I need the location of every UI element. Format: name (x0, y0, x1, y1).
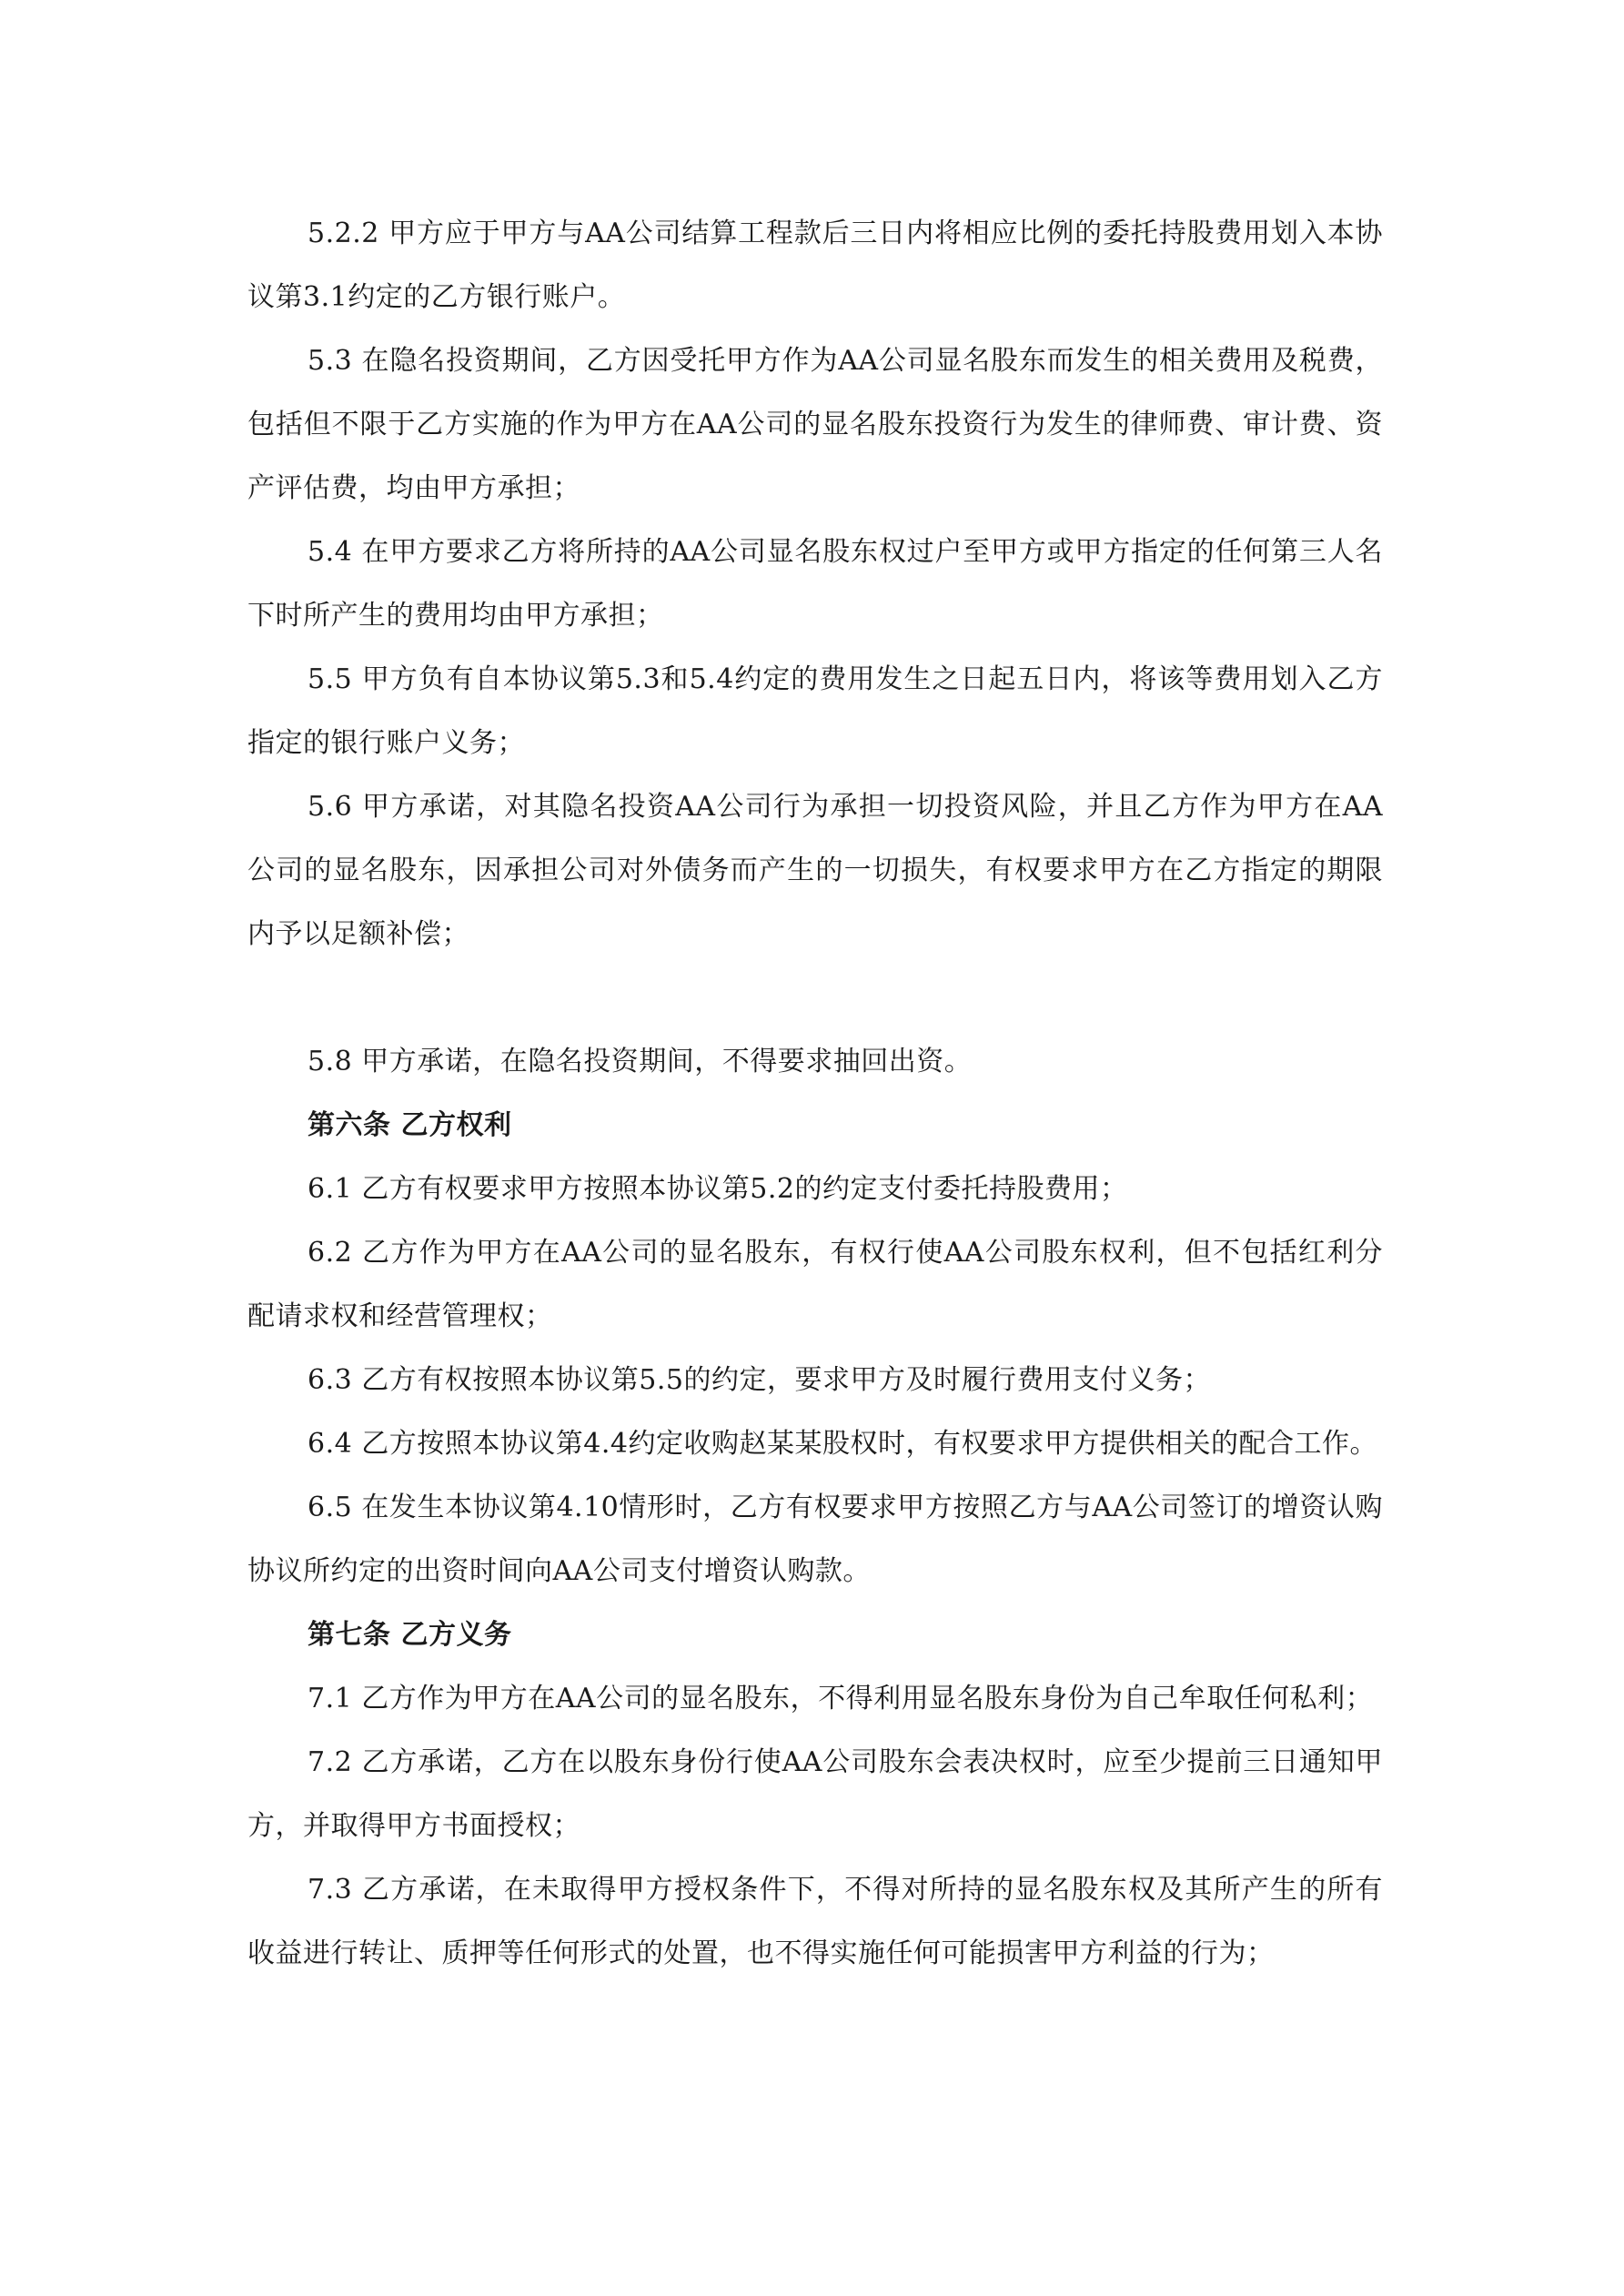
clause-7-3: 7.3 乙方承诺，在未取得甲方授权条件下，不得对所持的显名股东权及其所产生的所有收益进行转让、质押等任何形式的处置，也不得实施任何可能损害甲方利益的行为； (247, 1874, 1383, 1969)
article-6-heading: 第六条 乙方权利 (308, 1109, 512, 1141)
clause-6-1: 6.1 乙方有权要求甲方按照本协议第5.2的约定支付委托持股费用； (308, 1173, 1128, 1205)
document-body (247, 202, 1383, 1986)
clause-5-8: 5.8 甲方承诺，在隐名投资期间，不得要求抽回出资。 (308, 1046, 973, 1077)
article-7-heading: 第七条 乙方义务 (308, 1619, 512, 1651)
clause-6-4: 6.4 乙方按照本协议第4.4约定收购赵某某股权时，有权要求甲方提供相关的配合工作。 (308, 1428, 1377, 1460)
clause-6-3: 6.3 乙方有权按照本协议第5.5的约定，要求甲方及时履行费用支付义务； (308, 1364, 1211, 1396)
blank-gap (247, 966, 1383, 1030)
clause-7-2: 7.2 乙方承诺，乙方在以股东身份行使AA公司股东会表决权时，应至少提前三日通知甲方，并取得甲方书面授权； (247, 1746, 1383, 1842)
clause-5-3: 5.3 在隐名投资期间，乙方因受托甲方作为AA公司显名股东而发生的相关费用及税费，包括但不限于乙方实施的作为甲方在AA公司的显名股东投资行为发生的律师费、审计费、资产评估费，均由甲方承担； (247, 345, 1383, 504)
clause-7-1: 7.1 乙方作为甲方在AA公司的显名股东，不得利用显名股东身份为自己牟取任何私利； (308, 1683, 1374, 1714)
clause-6-5: 6.5 在发生本协议第4.10情形时，乙方有权要求甲方按照乙方与AA公司签订的增资认购协议所约定的出资时间向AA公司支付增资认购款。 (247, 1492, 1383, 1587)
clause-5-2-2: 5.2.2 甲方应于甲方与AA公司结算工程款后三日内将相应比例的委托持股费用划入本协议第3.1约定的乙方银行账户。 (247, 217, 1383, 313)
clause-5-5: 5.5 甲方负有自本协议第5.3和5.4约定的费用发生之日起五日内，将该等费用划入乙方指定的银行账户义务； (247, 663, 1383, 759)
clause-5-6: 5.6 甲方承诺，对其隐名投资AA公司行为承担一切投资风险，并且乙方作为甲方在AA公司的显名股东，因承担公司对外债务而产生的一切损失，有权要求甲方在乙方指定的期限内予以足额补偿； (247, 791, 1383, 950)
clause-6-2: 6.2 乙方作为甲方在AA公司的显名股东，有权行使AA公司股东权利，但不包括红利分配请求权和经营管理权； (247, 1237, 1383, 1332)
clause-5-4: 5.4 在甲方要求乙方将所持的AA公司显名股东权过户至甲方或甲方指定的任何第三人名下时所产生的费用均由甲方承担； (247, 536, 1383, 632)
